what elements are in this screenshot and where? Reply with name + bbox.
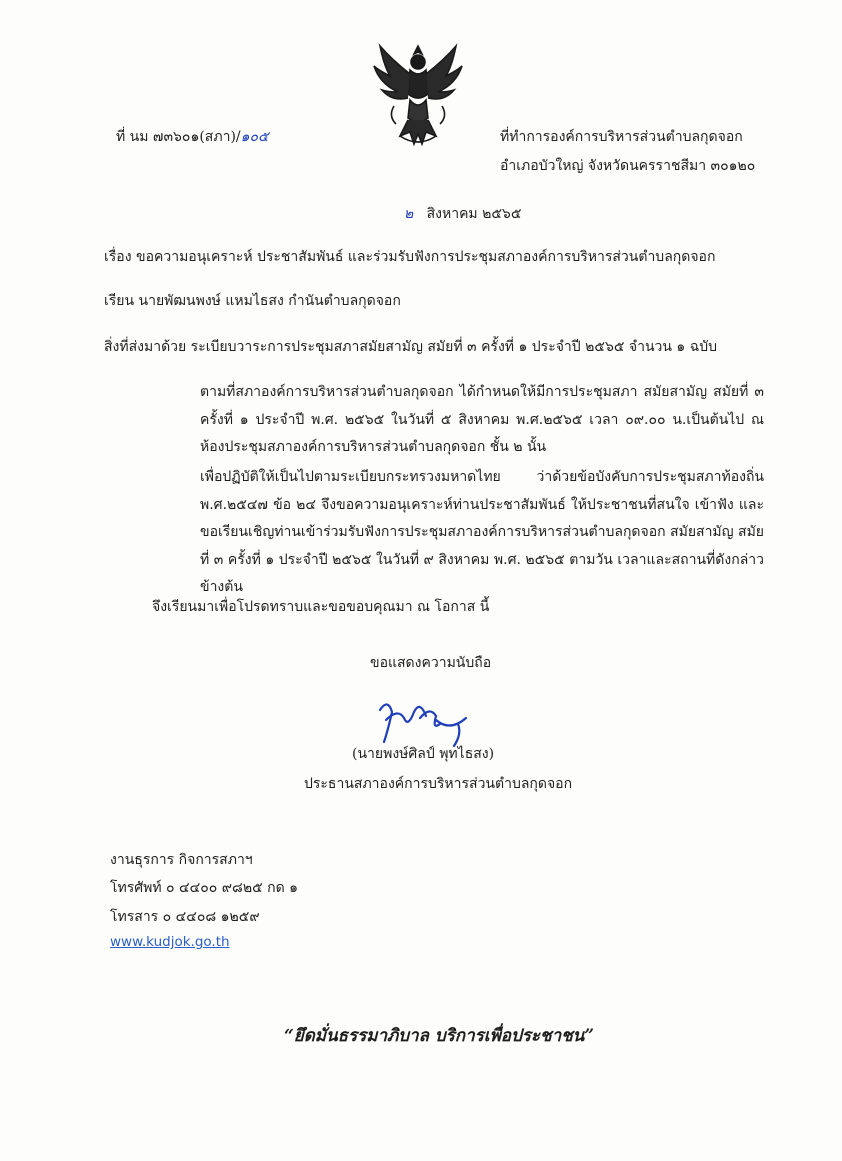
footer-phone: โทรศัพท์ ๐ ๔๔๐๐ ๙๘๒๕ กด ๑ xyxy=(110,880,299,896)
footer-motto: “ยึดมั่นธรรมาภิบาล บริการเพื่อประชาชน” xyxy=(284,1026,595,1046)
signer-title: ประธานสภาองค์การบริหารส่วนตำบลกุดจอก xyxy=(304,776,573,792)
reference-prefix: ที่ นม ๗๓๖๐๑(สภา)/ xyxy=(116,129,241,145)
letter-recipient: เรียน นายพัฒนพงษ์ แหมไธสง กำนันตำบลกุดจอก xyxy=(104,293,401,309)
body-paragraph-2 xyxy=(104,464,764,602)
footer-fax: โทรสาร ๐ ๔๔๐๘ ๑๒๕๙ xyxy=(110,909,260,925)
footer-website-link[interactable]: www.kudjok.go.th xyxy=(110,934,230,950)
footer-department: งานธุรการ กิจการสภาฯ xyxy=(110,852,253,868)
letter-enclosure: สิ่งที่ส่งมาด้วย ระเบียบวาระการประชุมสภาสมัยสามัญ สมัยที่ ๓ ครั้งที่ ๑ ประจำปี ๒๕๖๕ จำนวน ๑ ฉบับ xyxy=(104,339,718,355)
letter-date xyxy=(404,203,521,225)
date-day: ๒ xyxy=(404,206,414,222)
office-address-line2: อำเภอบัวใหญ่ จังหวัดนครราชสีมา ๓๐๑๒๐ xyxy=(500,158,756,174)
signer-name: (นายพงษ์ศิลป์ พุทไธสง) xyxy=(352,746,495,762)
body-paragraph-1-text: ตามที่สภาองค์การบริหารส่วนตำบลกุดจอก ได้กำหนดให้มีการประชุมสภา สมัยสามัญ สมัยที่ ๓ ครั้งที่ ๑ ประจำปี พ.ศ. ๒๕๖๕ ในวันที่ ๕ สิงหาคม พ.ศ.๒๕๖๕ เวลา ๐๙.๐๐ น.เป็นต้นไป ณ ห้องประชุมสภาองค์การบริหารส่วนตำบลกุดจอก ชั้น ๒ นั้น xyxy=(200,384,764,455)
date-month-year: สิงหาคม ๒๕๖๕ xyxy=(426,206,522,222)
handwritten-signature-icon xyxy=(370,690,500,750)
document-reference xyxy=(116,126,269,148)
letter-subject: เรื่อง ขอความอนุเคราะห์ ประชาสัมพันธ์ และร่วมรับฟังการประชุมสภาองค์การบริหารส่วนตำบลกุดจอก xyxy=(104,249,716,265)
reference-number: ๑๐๕ xyxy=(240,129,269,145)
office-address-line1: ที่ทำการองค์การบริหารส่วนตำบลกุดจอก xyxy=(500,129,743,145)
regards-text: ขอแสดงความนับถือ xyxy=(370,655,492,671)
closing-sentence: จึงเรียนมาเพื่อโปรดทราบและขอขอบคุณมา ณ โอกาส นี้ xyxy=(152,599,490,615)
body-paragraph-1 xyxy=(104,379,764,462)
garuda-emblem-icon xyxy=(370,40,466,152)
body-paragraph-2-text: เพื่อปฏิบัติให้เป็นไปตามระเบียบกระทรวงมหาดไทย ว่าด้วยข้อบังคับการประชุมสภาท้องถิ่น พ.ศ.๒๕๔๗ ข้อ ๒๔ จึงขอความอนุเคราะห์ท่านประชาสัมพันธ์ ให้ประชาชนที่สนใจ เข้าฟัง และขอเรียนเชิญท่านเข้าร่วมรับฟังการประชุมสภาองค์การบริหารส่วนตำบลกุดจอก สมัยสามัญ สมัยที่ ๓ ครั้งที่ ๑ ประจำปี ๒๕๖๕ ในวันที่ ๙ สิงหาคม พ.ศ. ๒๕๖๕ ตามวัน เวลาและสถานที่ดังกล่าวข้างต้น xyxy=(200,469,765,595)
